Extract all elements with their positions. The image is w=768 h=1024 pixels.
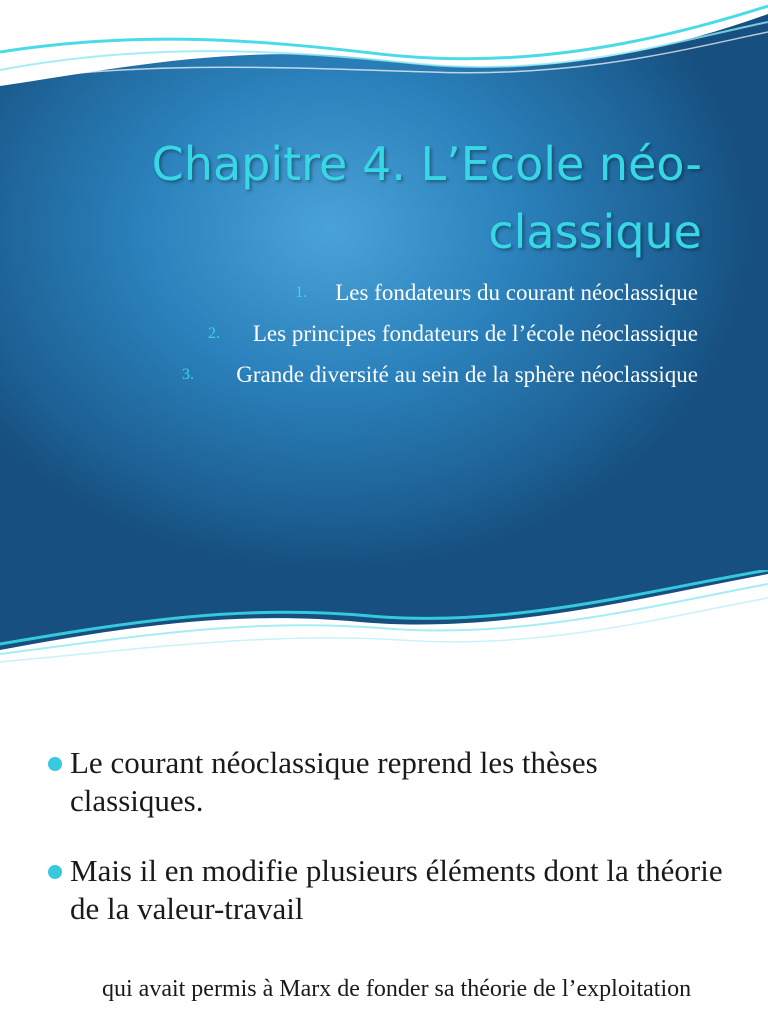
chapter-outline (78, 276, 698, 399)
outline-number: 3. (182, 366, 194, 383)
outline-item (78, 276, 698, 309)
bullet-dot-icon (48, 865, 62, 879)
bullet-text: Le courant néoclassique reprend les thèses classiques. (70, 745, 598, 818)
outline-text: Les fondateurs du courant néoclassique (335, 280, 698, 305)
outline-text: Grande diversité au sein de la sphère néoclassique (236, 362, 698, 387)
sub-bullet-text: qui avait permis à Marx de fonder sa théorie de l’exploitation (102, 976, 692, 1002)
outline-number: 2. (208, 325, 220, 342)
bullet-list (46, 744, 726, 960)
outline-text: Les principes fondateurs de l’école néoclassique (252, 321, 698, 346)
bullet-item (46, 744, 726, 820)
outline-item (78, 358, 698, 391)
outline-number: 1. (295, 284, 308, 301)
bullet-item (46, 852, 726, 928)
bottom-wave-decoration (0, 570, 768, 668)
content-slide (0, 700, 768, 1024)
top-wave-decoration (0, 0, 768, 100)
bullet-dot-icon (48, 757, 62, 771)
outline-item (78, 317, 698, 350)
slide-title (42, 130, 702, 266)
title-line-1: Chapitre 4. L’Ecole néo- (151, 137, 702, 191)
title-line-2: classique (488, 205, 702, 259)
bullet-text: Mais il en modifie plusieurs éléments dont la théorie de la valeur-travail (70, 853, 723, 926)
